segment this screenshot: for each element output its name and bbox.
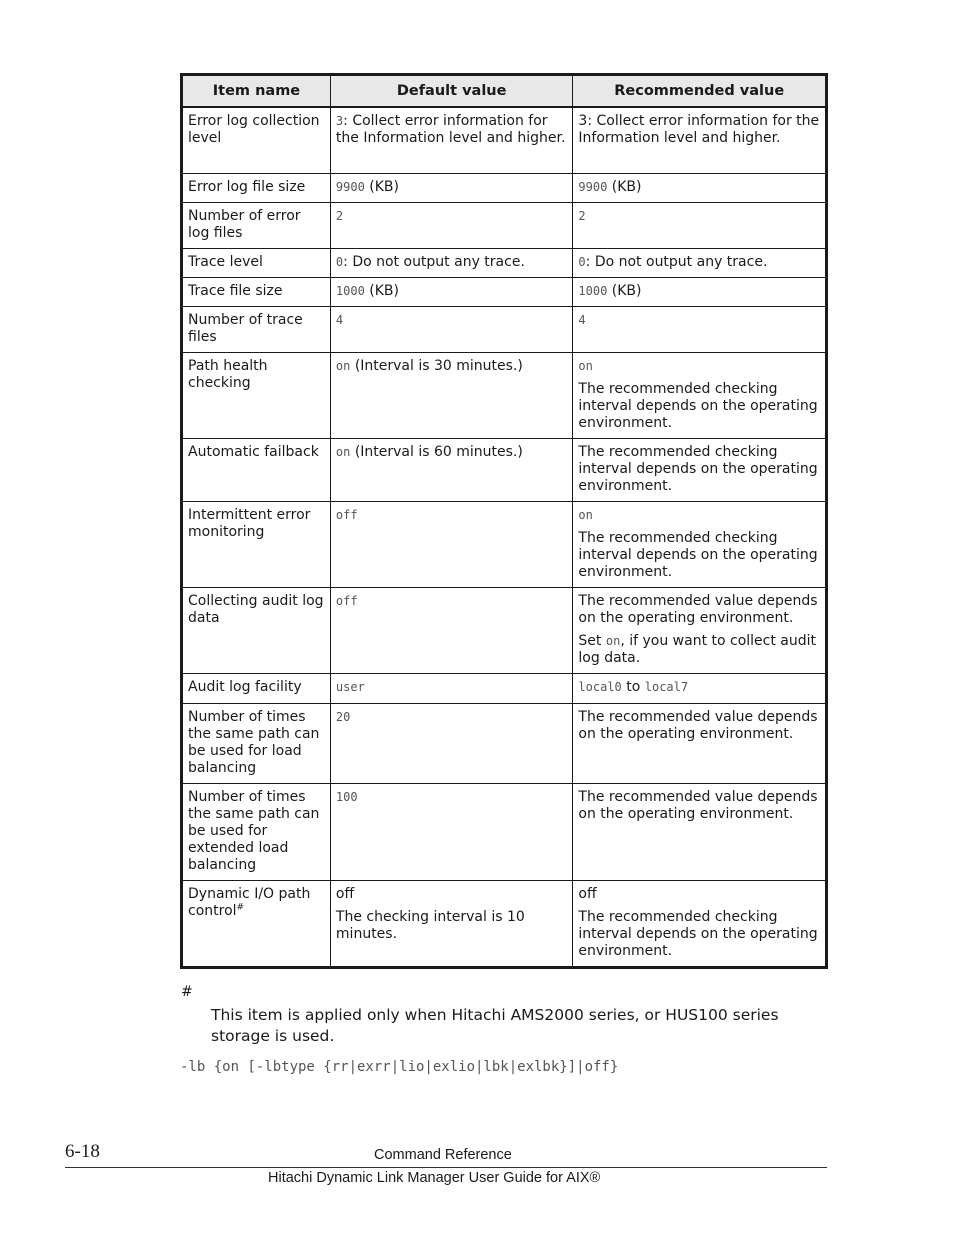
default-cell [330, 501, 573, 587]
table-row [182, 277, 827, 306]
default-code: on [335, 444, 351, 459]
recommended-cell: The recommended value depends on the operating environment. [573, 783, 827, 880]
table-row [182, 783, 827, 880]
recommended-code: 0 [578, 254, 586, 269]
recommended-value: off [578, 885, 597, 902]
default-code: off [335, 507, 358, 522]
default-text: (KB) [364, 282, 399, 299]
default-code: 100 [335, 789, 358, 804]
default-text: (Interval is 30 minutes.) [350, 357, 523, 374]
table-row [182, 173, 827, 202]
table-row [182, 202, 827, 248]
default-code: 1000 [335, 283, 365, 298]
default-code: 4 [335, 312, 344, 327]
table-row [182, 306, 827, 352]
table-row [182, 673, 827, 703]
default-code: on [335, 358, 351, 373]
recommended-code: on [578, 507, 593, 522]
item-cell: Trace file size [182, 277, 331, 306]
default-text: : Collect error information for the Information level and higher. [335, 113, 566, 146]
recommended-code-to: local7 [644, 679, 689, 694]
table-row [182, 352, 827, 438]
default-code: 9900 [335, 179, 365, 194]
default-value: off [335, 885, 355, 902]
item-cell: Error log file size [182, 173, 331, 202]
default-cell [330, 202, 573, 248]
default-cell [330, 587, 573, 673]
item-cell: Audit log facility [182, 673, 331, 703]
footer-section: Command Reference [374, 1147, 512, 1163]
table-row [182, 438, 827, 501]
item-cell: Automatic failback [182, 438, 331, 501]
set-prefix: Set [578, 632, 606, 649]
default-code: off [335, 593, 358, 608]
default-code: 20 [335, 709, 351, 724]
recommended-text: The recommended checking interval depends on the operating environment. [578, 908, 818, 959]
item-cell: Collecting audit log data [182, 587, 331, 673]
recommended-cell: 3: Collect error information for the Information level and higher. [573, 107, 827, 173]
recommended-cell: The recommended value depends on the operating environment. [573, 703, 827, 783]
recommended-text: (KB) [607, 178, 642, 195]
recommended-cell [573, 880, 827, 967]
header-recommended-value: Recommended value [573, 75, 827, 108]
item-cell: Error log collection level [182, 107, 331, 173]
recommended-code: 1000 [578, 283, 608, 298]
default-text: The checking interval is 10 minutes. [335, 908, 525, 942]
recommended-code: 2 [578, 208, 586, 223]
table-row [182, 587, 827, 673]
default-text: (Interval is 60 minutes.) [350, 443, 523, 460]
default-code: user [335, 679, 365, 694]
default-code: 2 [335, 208, 344, 223]
recommended-code-from: local0 [578, 679, 622, 694]
footnote-marker: # [236, 901, 245, 912]
default-cell [330, 673, 573, 703]
recommended-cell [573, 248, 827, 277]
default-cell [330, 438, 573, 501]
default-text: (KB) [364, 178, 399, 195]
table-row [182, 501, 827, 587]
page-number: 6-18 [65, 1141, 100, 1162]
footer-divider [65, 1167, 827, 1168]
recommended-cell [573, 306, 827, 352]
item-cell: Number of times the same path can be used for load balancing [182, 703, 331, 783]
item-text: Dynamic I/O path control [188, 885, 311, 919]
header-item-name: Item name [182, 75, 331, 108]
recommended-cell [573, 202, 827, 248]
default-cell [330, 173, 573, 202]
default-cell [330, 703, 573, 783]
item-cell [182, 880, 331, 967]
recommended-set-note [578, 633, 820, 667]
item-cell: Intermittent error monitoring [182, 501, 331, 587]
default-cell [330, 783, 573, 880]
item-cell: Number of times the same path can be used for extended load balancing [182, 783, 331, 880]
default-code: 0 [335, 254, 344, 269]
recommended-code: 9900 [578, 179, 608, 194]
footer-book-title: Hitachi Dynamic Link Manager User Guide for AIX® [268, 1170, 601, 1186]
default-cell [330, 352, 573, 438]
recommended-cell [573, 352, 827, 438]
recommended-text: The recommended checking interval depends on the operating environment. [578, 380, 818, 431]
set-code: on [605, 633, 621, 648]
item-cell: Path health checking [182, 352, 331, 438]
recommended-cell [573, 173, 827, 202]
recommended-code: on [578, 358, 593, 373]
set-suffix: , if you want to collect audit log data. [578, 632, 817, 666]
footnote-mark: # [181, 984, 193, 1000]
item-cell: Number of trace files [182, 306, 331, 352]
default-cell [330, 107, 573, 173]
recommended-text: The recommended value depends on the operating environment. [578, 592, 818, 626]
table-row [182, 880, 827, 967]
recommended-cell [573, 673, 827, 703]
recommended-to: to [621, 678, 645, 695]
recommended-text: (KB) [607, 282, 642, 299]
recommended-cell: The recommended checking interval depends on the operating environment. [573, 438, 827, 501]
default-cell [330, 248, 573, 277]
default-cell [330, 306, 573, 352]
default-text: : Do not output any trace. [343, 253, 525, 270]
recommended-cell [573, 587, 827, 673]
default-code: 3 [335, 114, 344, 128]
default-cell [330, 277, 573, 306]
footnote-text: This item is applied only when Hitachi AMS2000 series, or HUS100 series storage is used. [211, 1006, 779, 1045]
table-header-row [182, 75, 827, 108]
recommended-text: : Do not output any trace. [585, 253, 768, 270]
table-row [182, 248, 827, 277]
recommended-text: The recommended checking interval depends on the operating environment. [578, 529, 818, 580]
settings-table [180, 73, 828, 969]
recommended-code: 4 [578, 312, 586, 327]
recommended-cell [573, 501, 827, 587]
table-row [182, 703, 827, 783]
command-syntax: -lb {on [-lbtype {rr|exrr|lio|exlio|lbk|exlbk}]|off} [180, 1059, 619, 1075]
default-cell [330, 880, 573, 967]
header-default-value: Default value [330, 75, 573, 108]
item-cell: Trace level [182, 248, 331, 277]
recommended-cell [573, 277, 827, 306]
table-row [182, 107, 827, 173]
item-cell: Number of error log files [182, 202, 331, 248]
